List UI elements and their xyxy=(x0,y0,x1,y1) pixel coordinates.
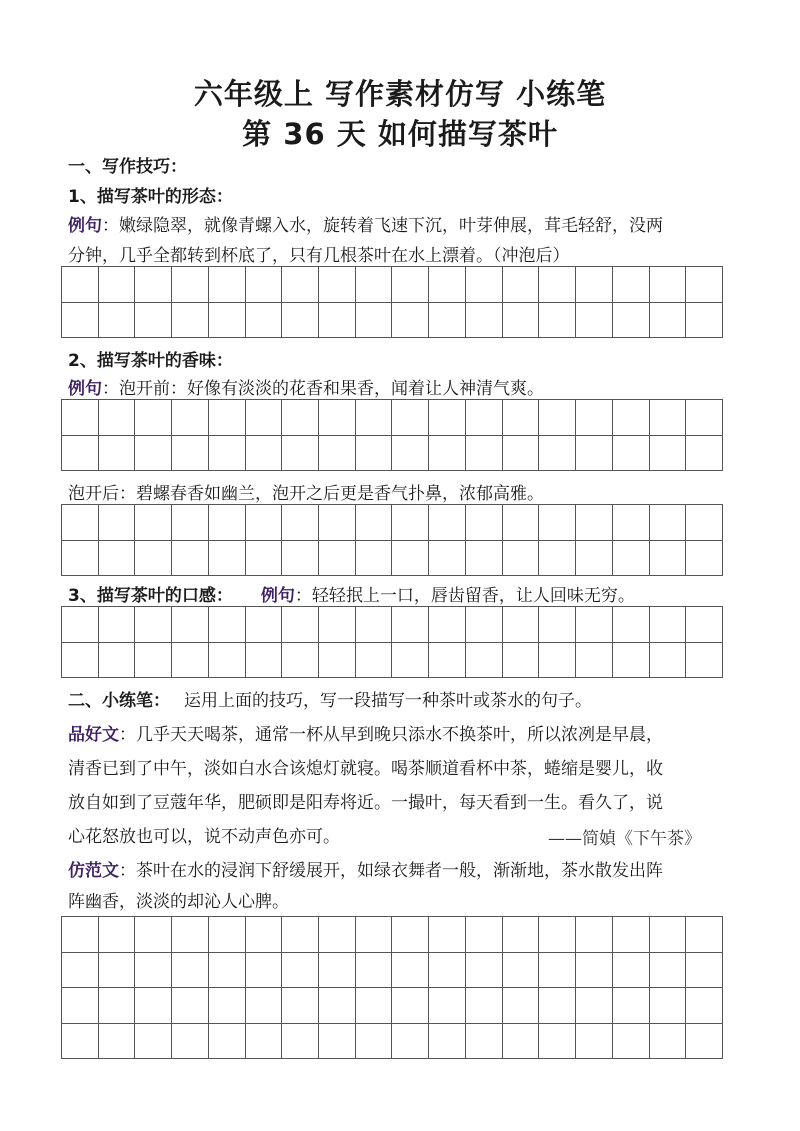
section1-heading: 一、写作技巧： xyxy=(68,157,187,177)
example-text: ：泡开前：好像有淡淡的花香和果香，闻着让人神清气爽。 xyxy=(102,379,544,399)
grid-cell[interactable] xyxy=(392,303,429,339)
item2-example xyxy=(68,378,544,400)
grid-cell[interactable] xyxy=(246,267,283,303)
grid-cell[interactable] xyxy=(650,953,687,989)
grid-cell[interactable] xyxy=(135,1024,172,1060)
grid-cell[interactable] xyxy=(392,541,429,577)
grid-cell[interactable] xyxy=(99,988,136,1024)
grid-cell[interactable] xyxy=(392,505,429,541)
grid-cell[interactable] xyxy=(99,505,136,541)
grid-cell[interactable] xyxy=(99,607,136,643)
grid-cell[interactable] xyxy=(686,400,723,436)
grid-cell[interactable] xyxy=(62,267,99,303)
grid-cell[interactable] xyxy=(99,267,136,303)
section2-line xyxy=(68,690,592,712)
grid-cell[interactable] xyxy=(429,436,466,472)
grid-cell[interactable] xyxy=(613,953,650,989)
grid-cell[interactable] xyxy=(62,1024,99,1060)
grid-cell[interactable] xyxy=(356,267,393,303)
good-text-line4: 心花怒放也可以，说不动声色亦可。 xyxy=(68,827,340,847)
grid-cell[interactable] xyxy=(282,917,319,953)
grid-cell[interactable] xyxy=(246,541,283,577)
writing-grid-4[interactable] xyxy=(61,606,723,678)
grid-cell[interactable] xyxy=(99,953,136,989)
grid-cell[interactable] xyxy=(576,505,613,541)
good-text: ：几乎天天喝茶，通常一杯从早到晚只添水不换茶叶，所以浓冽是早晨， xyxy=(119,725,663,745)
grid-cell[interactable] xyxy=(539,917,576,953)
grid-cell[interactable] xyxy=(99,917,136,953)
grid-cell[interactable] xyxy=(429,643,466,679)
grid-cell[interactable] xyxy=(209,267,246,303)
grid-cell[interactable] xyxy=(319,400,356,436)
grid-cell[interactable] xyxy=(246,436,283,472)
grid-cell[interactable] xyxy=(613,1024,650,1060)
item3-line xyxy=(68,585,635,607)
grid-cell[interactable] xyxy=(246,607,283,643)
grid-cell[interactable] xyxy=(135,303,172,339)
grid-cell[interactable] xyxy=(99,400,136,436)
grid-cell[interactable] xyxy=(686,988,723,1024)
grid-cell[interactable] xyxy=(135,988,172,1024)
grid-cell[interactable] xyxy=(466,917,503,953)
grid-cell[interactable] xyxy=(319,436,356,472)
grid-cell[interactable] xyxy=(466,400,503,436)
grid-cell[interactable] xyxy=(429,267,466,303)
grid-cell[interactable] xyxy=(135,436,172,472)
grid-cell[interactable] xyxy=(246,1024,283,1060)
grid-cell[interactable] xyxy=(392,400,429,436)
grid-cell[interactable] xyxy=(503,541,540,577)
grid-cell[interactable] xyxy=(172,607,209,643)
grid-cell[interactable] xyxy=(209,400,246,436)
grid-cell[interactable] xyxy=(576,541,613,577)
grid-cell[interactable] xyxy=(539,303,576,339)
grid-cell[interactable] xyxy=(356,988,393,1024)
grid-cell[interactable] xyxy=(209,953,246,989)
grid-cell[interactable] xyxy=(429,607,466,643)
grid-cell[interactable] xyxy=(319,643,356,679)
grid-cell[interactable] xyxy=(503,303,540,339)
grid-cell[interactable] xyxy=(686,303,723,339)
grid-cell[interactable] xyxy=(613,436,650,472)
item1-heading: 1、描写茶叶的形态： xyxy=(68,187,233,207)
grid-cell[interactable] xyxy=(282,400,319,436)
grid-cell[interactable] xyxy=(209,988,246,1024)
grid-cell[interactable] xyxy=(99,643,136,679)
grid-cell[interactable] xyxy=(392,643,429,679)
grid-cell[interactable] xyxy=(172,988,209,1024)
grid-cell[interactable] xyxy=(539,1024,576,1060)
item2-after-text: 泡开后：碧螺春香如幽兰，泡开之后更是香气扑鼻，浓郁高雅。 xyxy=(68,484,544,504)
grid-cell[interactable] xyxy=(613,541,650,577)
grid-cell[interactable] xyxy=(319,1024,356,1060)
grid-cell[interactable] xyxy=(576,953,613,989)
imitate-text-line2: 阵幽香，淡淡的却沁人心脾。 xyxy=(68,892,289,912)
grid-cell[interactable] xyxy=(503,400,540,436)
grid-cell[interactable] xyxy=(466,953,503,989)
grid-cell[interactable] xyxy=(62,953,99,989)
grid-cell[interactable] xyxy=(650,541,687,577)
grid-cell[interactable] xyxy=(356,953,393,989)
imitate-text-line1 xyxy=(68,860,663,882)
item1-example-line1 xyxy=(68,215,663,237)
grid-cell[interactable] xyxy=(209,505,246,541)
grid-cell[interactable] xyxy=(686,953,723,989)
grid-cell[interactable] xyxy=(62,917,99,953)
grid-cell[interactable] xyxy=(172,917,209,953)
grid-cell[interactable] xyxy=(503,1024,540,1060)
grid-cell[interactable] xyxy=(466,643,503,679)
grid-cell[interactable] xyxy=(282,267,319,303)
grid-cell[interactable] xyxy=(209,436,246,472)
grid-cell[interactable] xyxy=(282,607,319,643)
grid-cell[interactable] xyxy=(576,267,613,303)
grid-cell[interactable] xyxy=(209,303,246,339)
grid-cell[interactable] xyxy=(466,541,503,577)
grid-cell[interactable] xyxy=(319,505,356,541)
grid-cell[interactable] xyxy=(650,1024,687,1060)
grid-cell[interactable] xyxy=(282,988,319,1024)
grid-cell[interactable] xyxy=(209,1024,246,1060)
grid-cell[interactable] xyxy=(503,505,540,541)
grid-cell[interactable] xyxy=(539,643,576,679)
grid-cell[interactable] xyxy=(576,400,613,436)
grid-cell[interactable] xyxy=(613,917,650,953)
grid-cell[interactable] xyxy=(282,1024,319,1060)
grid-cell[interactable] xyxy=(466,303,503,339)
grid-cell[interactable] xyxy=(356,917,393,953)
example-text: ：轻轻抿上一口，唇齿留香，让人回味无穷。 xyxy=(294,586,635,606)
grid-cell[interactable] xyxy=(613,303,650,339)
grid-cell[interactable] xyxy=(503,953,540,989)
grid-cell[interactable] xyxy=(282,953,319,989)
writing-grid-3[interactable] xyxy=(61,504,723,576)
example-label: 例句 xyxy=(260,586,295,606)
grid-cell[interactable] xyxy=(539,400,576,436)
page-title-line2: 第 36 天 如何描写茶叶 xyxy=(242,117,558,151)
grid-cell[interactable] xyxy=(613,643,650,679)
page-title-line1: 六年级上 写作素材仿写 小练笔 xyxy=(193,77,607,111)
quote-source: ——简媜《下午茶》 xyxy=(548,829,701,849)
grid-cell[interactable] xyxy=(172,1024,209,1060)
grid-cell[interactable] xyxy=(135,917,172,953)
item2-heading: 2、描写茶叶的香味： xyxy=(68,351,233,371)
grid-cell[interactable] xyxy=(246,303,283,339)
grid-cell[interactable] xyxy=(172,541,209,577)
grid-cell[interactable] xyxy=(503,988,540,1024)
grid-cell[interactable] xyxy=(356,643,393,679)
grid-cell[interactable] xyxy=(686,917,723,953)
grid-cell[interactable] xyxy=(392,917,429,953)
grid-cell[interactable] xyxy=(62,607,99,643)
grid-cell[interactable] xyxy=(429,400,466,436)
grid-cell[interactable] xyxy=(429,541,466,577)
grid-cell[interactable] xyxy=(539,541,576,577)
example-text: ：嫩绿隐翠，就像青螺入水，旋转着飞速下沉，叶芽伸展，茸毛轻舒，没两 xyxy=(102,216,663,236)
grid-cell[interactable] xyxy=(172,643,209,679)
grid-cell[interactable] xyxy=(576,1024,613,1060)
grid-cell[interactable] xyxy=(99,436,136,472)
example-label: 例句 xyxy=(68,379,102,399)
grid-cell[interactable] xyxy=(135,541,172,577)
grid-cell[interactable] xyxy=(429,953,466,989)
grid-cell[interactable] xyxy=(135,400,172,436)
grid-cell[interactable] xyxy=(319,267,356,303)
grid-cell[interactable] xyxy=(539,953,576,989)
grid-cell[interactable] xyxy=(282,541,319,577)
grid-cell[interactable] xyxy=(686,1024,723,1060)
imitate-label: 仿范文 xyxy=(68,861,119,881)
grid-cell[interactable] xyxy=(135,267,172,303)
grid-cell[interactable] xyxy=(172,303,209,339)
grid-cell[interactable] xyxy=(135,953,172,989)
grid-cell[interactable] xyxy=(62,541,99,577)
grid-cell[interactable] xyxy=(135,643,172,679)
grid-cell[interactable] xyxy=(356,1024,393,1060)
grid-cell[interactable] xyxy=(319,541,356,577)
grid-cell[interactable] xyxy=(576,303,613,339)
grid-cell[interactable] xyxy=(429,303,466,339)
grid-cell[interactable] xyxy=(686,505,723,541)
grid-cell[interactable] xyxy=(209,541,246,577)
grid-cell[interactable] xyxy=(392,607,429,643)
grid-cell[interactable] xyxy=(429,505,466,541)
grid-cell[interactable] xyxy=(613,607,650,643)
grid-cell[interactable] xyxy=(319,988,356,1024)
grid-cell[interactable] xyxy=(686,643,723,679)
imitate-text: ：茶叶在水的浸润下舒缓展开，如绿衣舞者一般，渐渐地，茶水散发出阵 xyxy=(119,861,663,881)
grid-cell[interactable] xyxy=(172,267,209,303)
grid-cell[interactable] xyxy=(576,988,613,1024)
grid-cell[interactable] xyxy=(650,436,687,472)
grid-cell[interactable] xyxy=(613,400,650,436)
grid-cell[interactable] xyxy=(172,436,209,472)
grid-cell[interactable] xyxy=(62,643,99,679)
grid-cell[interactable] xyxy=(429,917,466,953)
grid-cell[interactable] xyxy=(613,505,650,541)
grid-cell[interactable] xyxy=(539,988,576,1024)
good-text-line1 xyxy=(68,724,663,746)
grid-cell[interactable] xyxy=(576,436,613,472)
grid-cell[interactable] xyxy=(686,541,723,577)
grid-cell[interactable] xyxy=(613,988,650,1024)
grid-cell[interactable] xyxy=(539,607,576,643)
grid-cell[interactable] xyxy=(650,607,687,643)
grid-cell[interactable] xyxy=(135,505,172,541)
grid-cell[interactable] xyxy=(135,607,172,643)
grid-cell[interactable] xyxy=(686,436,723,472)
grid-cell[interactable] xyxy=(282,643,319,679)
grid-cell[interactable] xyxy=(539,436,576,472)
grid-cell[interactable] xyxy=(650,505,687,541)
example-label: 例句 xyxy=(68,216,102,236)
grid-cell[interactable] xyxy=(392,436,429,472)
grid-cell[interactable] xyxy=(503,267,540,303)
grid-cell[interactable] xyxy=(576,917,613,953)
grid-cell[interactable] xyxy=(503,917,540,953)
grid-cell[interactable] xyxy=(282,505,319,541)
grid-cell[interactable] xyxy=(62,505,99,541)
grid-cell[interactable] xyxy=(172,400,209,436)
grid-cell[interactable] xyxy=(356,505,393,541)
grid-cell[interactable] xyxy=(650,400,687,436)
writing-grid-2[interactable] xyxy=(61,399,723,471)
writing-grid-5[interactable] xyxy=(61,916,723,1059)
grid-cell[interactable] xyxy=(62,436,99,472)
grid-cell[interactable] xyxy=(466,1024,503,1060)
item3-heading: 3、描写茶叶的口感： xyxy=(68,586,233,606)
grid-cell[interactable] xyxy=(392,267,429,303)
grid-cell[interactable] xyxy=(319,917,356,953)
grid-cell[interactable] xyxy=(503,436,540,472)
grid-cell[interactable] xyxy=(62,303,99,339)
good-text-line2: 清香已到了中午，淡如白水合该熄灯就寝。喝茶顺道看杯中茶，蜷缩是婴儿，收 xyxy=(68,759,663,779)
writing-grid-1[interactable] xyxy=(61,266,723,338)
grid-cell[interactable] xyxy=(209,643,246,679)
grid-cell[interactable] xyxy=(356,436,393,472)
grid-cell[interactable] xyxy=(246,953,283,989)
grid-cell[interactable] xyxy=(172,953,209,989)
grid-cell[interactable] xyxy=(613,267,650,303)
grid-cell[interactable] xyxy=(319,303,356,339)
grid-cell[interactable] xyxy=(62,988,99,1024)
grid-cell[interactable] xyxy=(429,1024,466,1060)
grid-cell[interactable] xyxy=(356,303,393,339)
good-label: 品好文 xyxy=(68,725,119,745)
grid-cell[interactable] xyxy=(539,267,576,303)
grid-cell[interactable] xyxy=(246,917,283,953)
grid-cell[interactable] xyxy=(282,303,319,339)
grid-cell[interactable] xyxy=(392,953,429,989)
grid-cell[interactable] xyxy=(650,643,687,679)
grid-cell[interactable] xyxy=(246,643,283,679)
grid-cell[interactable] xyxy=(356,607,393,643)
grid-cell[interactable] xyxy=(429,988,466,1024)
grid-cell[interactable] xyxy=(246,400,283,436)
grid-cell[interactable] xyxy=(246,988,283,1024)
grid-cell[interactable] xyxy=(686,607,723,643)
grid-cell[interactable] xyxy=(99,303,136,339)
grid-cell[interactable] xyxy=(503,643,540,679)
grid-cell[interactable] xyxy=(172,505,209,541)
section2-instruction: 运用上面的技巧，写一段描写一种茶叶或茶水的句子。 xyxy=(184,691,592,711)
grid-cell[interactable] xyxy=(466,436,503,472)
grid-cell[interactable] xyxy=(576,643,613,679)
grid-cell[interactable] xyxy=(686,267,723,303)
grid-cell[interactable] xyxy=(466,267,503,303)
grid-cell[interactable] xyxy=(356,400,393,436)
section2-heading: 二、小练笔： xyxy=(68,691,170,711)
grid-cell[interactable] xyxy=(99,1024,136,1060)
grid-cell[interactable] xyxy=(246,505,283,541)
grid-cell[interactable] xyxy=(576,607,613,643)
grid-cell[interactable] xyxy=(650,267,687,303)
grid-cell[interactable] xyxy=(209,917,246,953)
item1-example-line2: 分钟，几乎全都转到杯底了，只有几根茶叶在水上漂着。（冲泡后） xyxy=(68,246,570,266)
grid-cell[interactable] xyxy=(466,607,503,643)
grid-cell[interactable] xyxy=(392,1024,429,1060)
grid-cell[interactable] xyxy=(282,436,319,472)
grid-cell[interactable] xyxy=(62,400,99,436)
grid-cell[interactable] xyxy=(209,607,246,643)
grid-cell[interactable] xyxy=(319,953,356,989)
good-text-line3: 放自如到了豆蔻年华，肥硕即是阳寿将近。一撮叶，每天看到一生。看久了，说 xyxy=(68,793,663,813)
grid-cell[interactable] xyxy=(650,988,687,1024)
grid-cell[interactable] xyxy=(650,303,687,339)
grid-cell[interactable] xyxy=(99,541,136,577)
grid-cell[interactable] xyxy=(650,917,687,953)
grid-cell[interactable] xyxy=(466,505,503,541)
grid-cell[interactable] xyxy=(539,505,576,541)
grid-cell[interactable] xyxy=(392,988,429,1024)
grid-cell[interactable] xyxy=(466,988,503,1024)
grid-cell[interactable] xyxy=(319,607,356,643)
grid-cell[interactable] xyxy=(503,607,540,643)
grid-cell[interactable] xyxy=(356,541,393,577)
